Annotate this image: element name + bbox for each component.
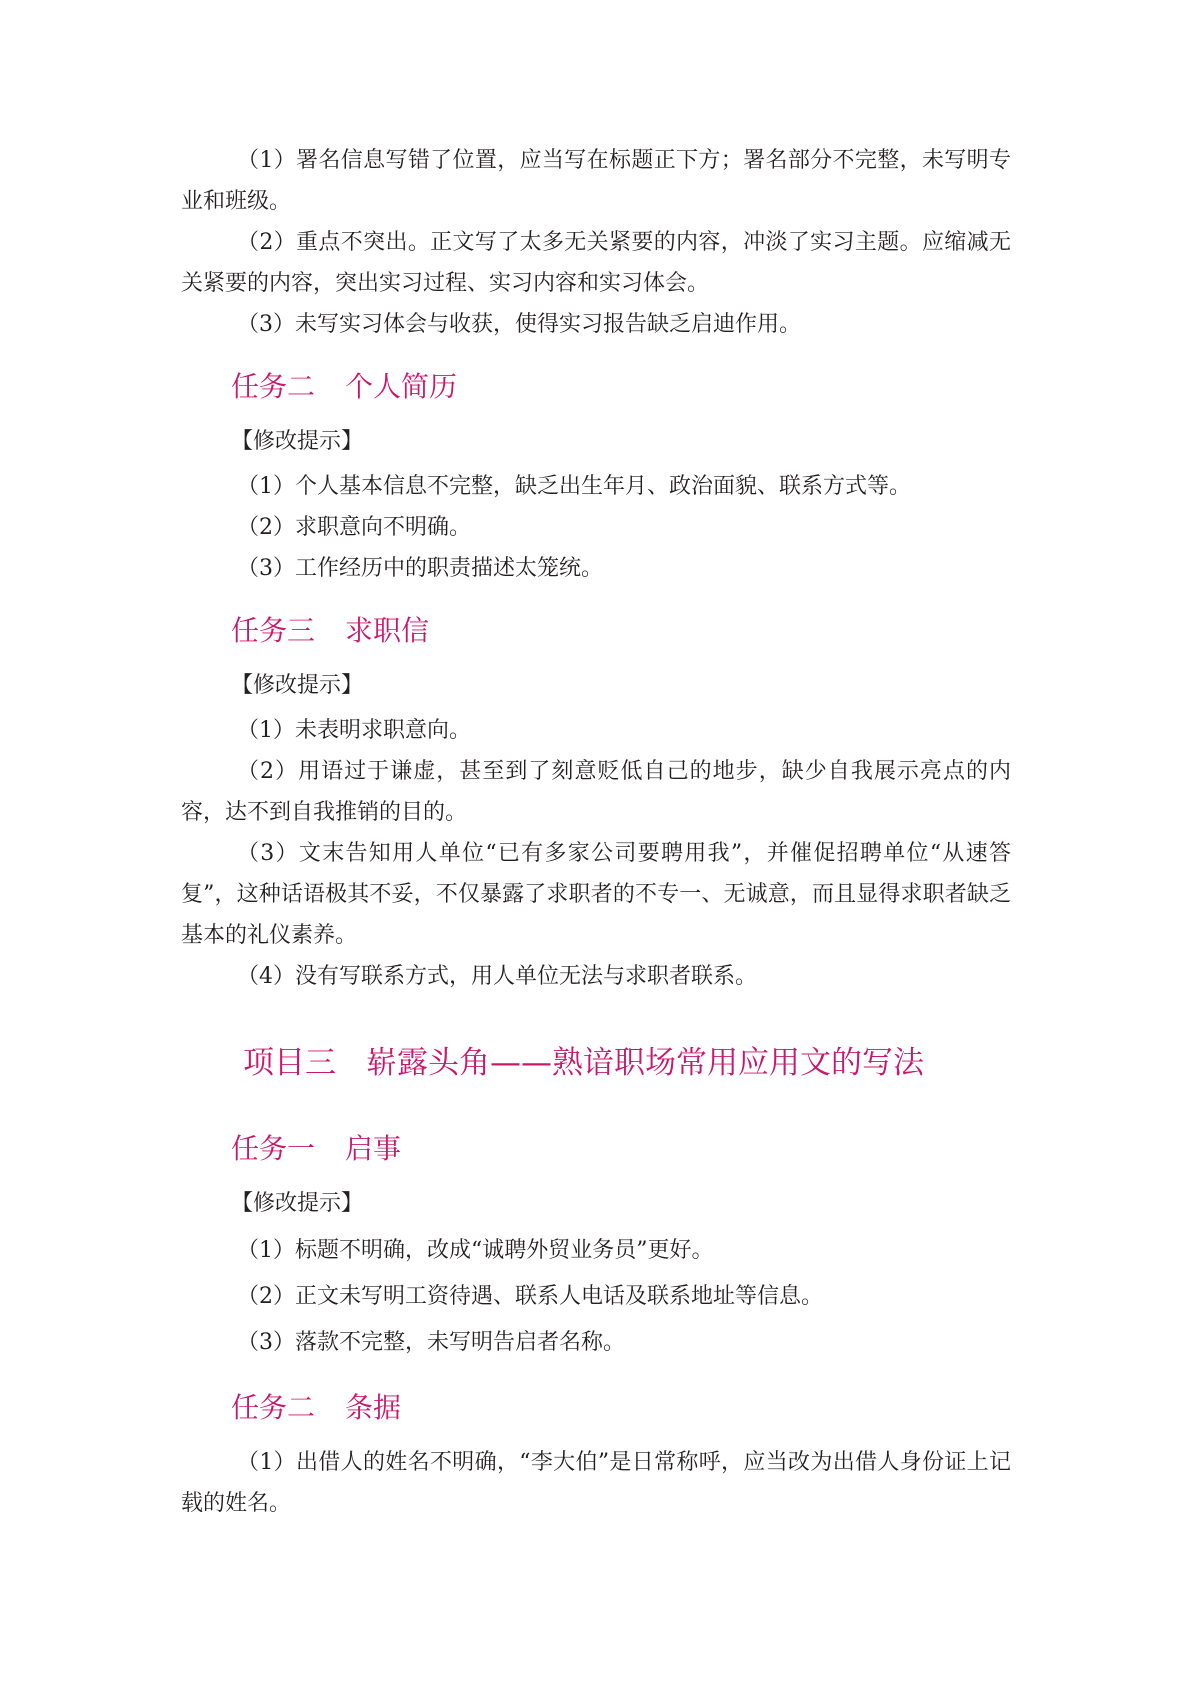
task2-item-1: （1）个人基本信息不完整，缺乏出生年月、政治面貌、联系方式等。 — [237, 474, 911, 499]
p3task1-heading — [181, 1129, 1011, 1169]
task3-hint: 【修改提示】 — [231, 673, 364, 698]
p3task2-heading — [181, 1388, 1011, 1428]
p3task2-item-1: （1）出借人的姓名不明确，“李大伯”是日常称呼，应当改为出借人身份证上记载的姓名。 — [181, 1450, 1011, 1516]
project3-heading — [181, 1041, 1011, 1085]
p3task2-label: 任务二 — [231, 1391, 316, 1424]
task3-item-1: （1）未表明求职意向。 — [237, 718, 471, 743]
page-content — [181, 140, 1011, 1524]
task2-label: 任务二 — [231, 370, 316, 403]
task2-item-2: （2）求职意向不明确。 — [237, 515, 471, 540]
p3task1-label: 任务一 — [231, 1132, 316, 1165]
p3task1-title: 启事 — [345, 1132, 402, 1165]
p3task1-item-3: （3）落款不完整，未写明告启者名称。 — [237, 1330, 625, 1355]
p3task2-title: 条据 — [345, 1391, 402, 1424]
project3-title: 崭露头角——熟谙职场常用应用文的写法 — [366, 1045, 924, 1081]
task3-item-3: （3）文末告知用人单位“已有多家公司要聘用我”，并催促招聘单位“从速答复”，这种话语极其不妥，不仅暴露了求职者的不专一、无诚意，而且显得求职者缺乏基本的礼仪素养。 — [181, 841, 1011, 948]
task3-title: 求职信 — [345, 614, 430, 647]
task2-title: 个人简历 — [345, 370, 458, 403]
section1-item-1: （1）署名信息写错了位置，应当写在标题正下方；署名部分不完整，未写明专业和班级。 — [181, 148, 1011, 214]
task3-item-2: （2）用语过于谦虚，甚至到了刻意贬低自己的地步，缺少自我展示亮点的内容，达不到自我推销的目的。 — [181, 759, 1011, 825]
task2-item-3: （3）工作经历中的职责描述太笼统。 — [237, 556, 603, 581]
p3task1-hint: 【修改提示】 — [231, 1191, 364, 1216]
section1-item-2: （2）重点不突出。正文写了太多无关紧要的内容，冲淡了实习主题。应缩减无关紧要的内容，突出实习过程、实习内容和实习体会。 — [181, 230, 1011, 296]
p3task1-item-2: （2）正文未写明工资待遇、联系人电话及联系地址等信息。 — [237, 1284, 823, 1309]
task3-item-4: （4）没有写联系方式，用人单位无法与求职者联系。 — [237, 964, 757, 989]
project3-label: 项目三 — [243, 1045, 336, 1081]
task3-heading — [181, 611, 1011, 651]
task3-label: 任务三 — [231, 614, 316, 647]
task2-hint: 【修改提示】 — [231, 429, 364, 454]
section1-item-3: （3）未写实习体会与收获，使得实习报告缺乏启迪作用。 — [237, 312, 801, 337]
task2-heading — [181, 367, 1011, 407]
p3task1-item-1: （1）标题不明确，改成“诚聘外贸业务员”更好。 — [237, 1238, 714, 1263]
